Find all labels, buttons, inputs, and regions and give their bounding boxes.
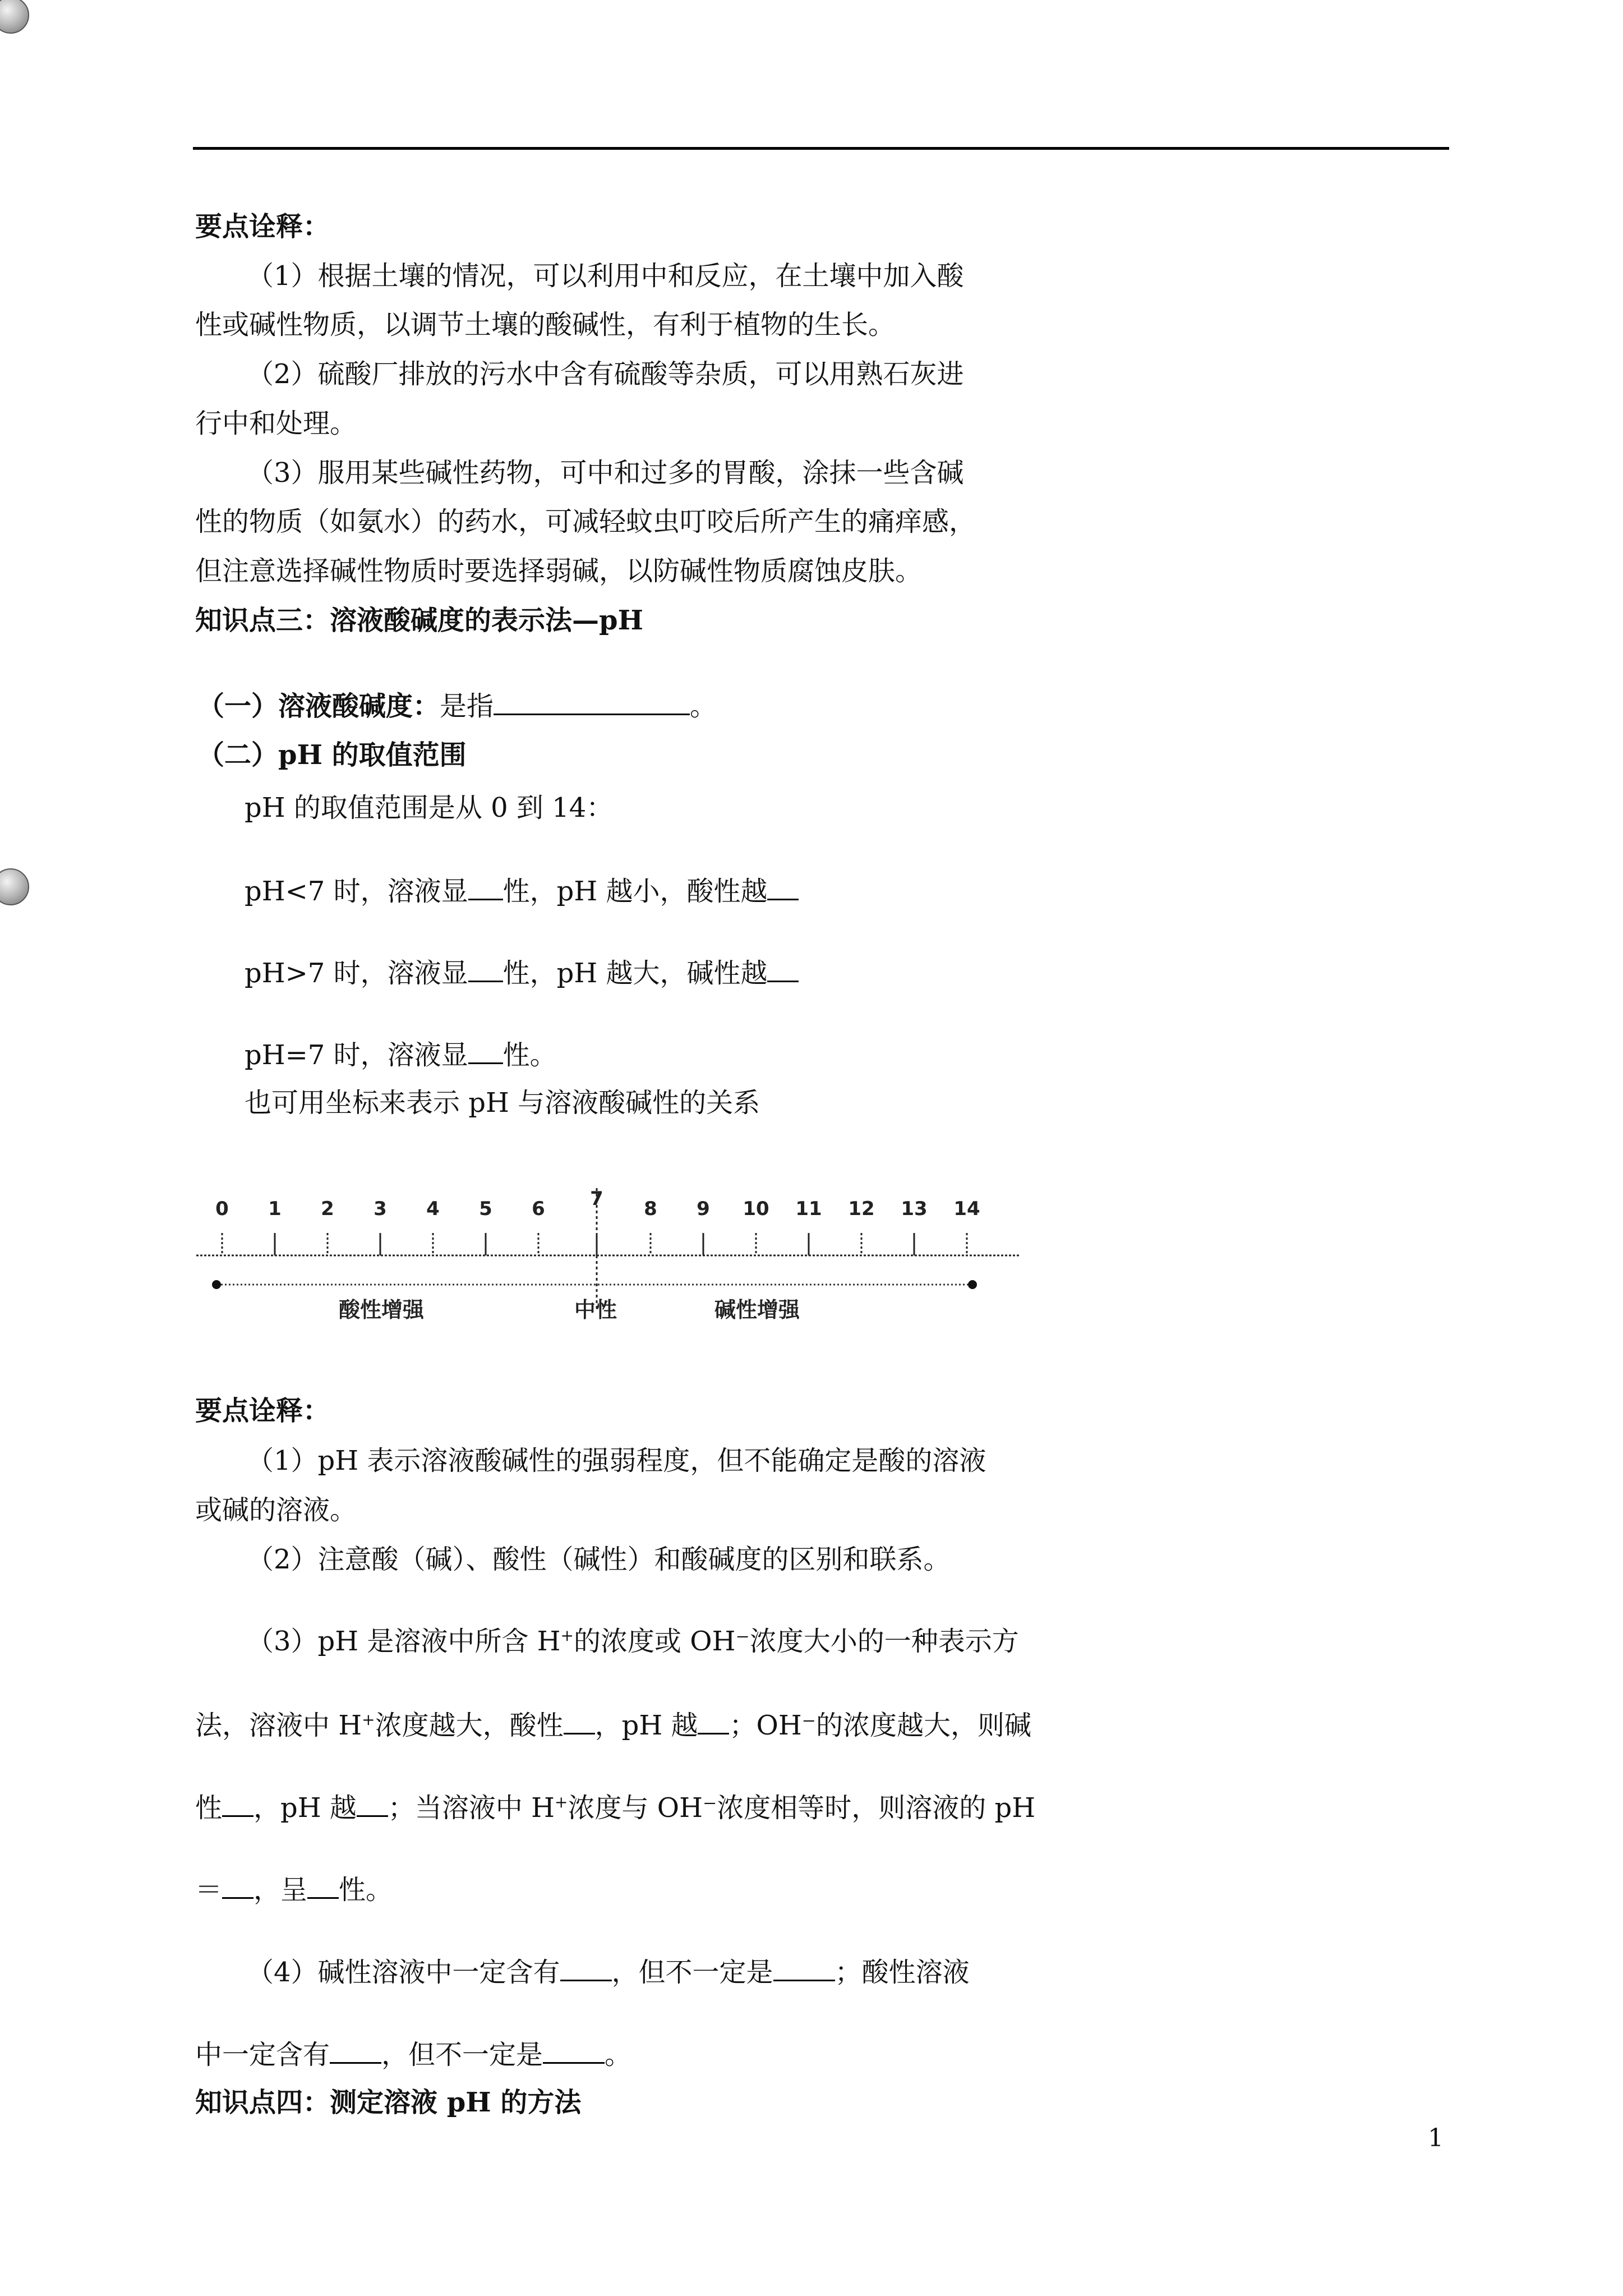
inline-text: ，pH 越 bbox=[594, 1710, 698, 1741]
inline-text: ，呈 bbox=[253, 1874, 308, 1906]
ph-explanation-line-2 bbox=[195, 1707, 1031, 1742]
ion-content-line-1 bbox=[247, 1954, 970, 1989]
fill-blank[interactable] bbox=[222, 1871, 253, 1899]
superscript-plus: + bbox=[555, 1793, 568, 1811]
header-rule bbox=[193, 147, 1449, 150]
inline-text: 法，溶液中 H bbox=[195, 1710, 362, 1741]
inline-text: ；当溶液中 H bbox=[388, 1792, 555, 1824]
inline-text: 性。 bbox=[502, 1039, 557, 1071]
inline-text: 。 bbox=[605, 2039, 632, 2070]
neutral-label: 中性 bbox=[574, 1297, 617, 1322]
inline-text: （3）pH 是溶液中所含 H bbox=[247, 1626, 561, 1657]
inline-text: 是指 bbox=[440, 691, 494, 722]
scale-tick-label: 11 bbox=[795, 1198, 822, 1220]
fill-blank[interactable] bbox=[468, 873, 503, 900]
knowledge-point-title: 知识点四：测定溶液 pH 的方法 bbox=[195, 2087, 582, 2118]
inline-text: 中一定含有 bbox=[195, 2039, 330, 2070]
paragraph-line: （2）硫酸厂排放的污水中含有硫酸等杂质，可以用熟石灰进 bbox=[247, 358, 964, 390]
section-heading: 要点诠释： bbox=[195, 1395, 330, 1427]
scale-tick-label: 9 bbox=[697, 1198, 710, 1220]
inline-text: 浓度越大，酸性 bbox=[375, 1710, 564, 1741]
fill-blank[interactable] bbox=[543, 2036, 605, 2064]
paragraph-line: 但注意选择碱性物质时要选择弱碱，以防碱性物质腐蚀皮肤。 bbox=[195, 555, 923, 587]
scale-tick-label: 1 bbox=[268, 1198, 282, 1220]
fill-blank[interactable] bbox=[222, 1789, 253, 1817]
inline-text: 性。 bbox=[339, 1874, 393, 1906]
ph-definition-line bbox=[197, 688, 717, 723]
fill-blank[interactable] bbox=[698, 1707, 729, 1734]
ph-greater-than-7-line bbox=[245, 955, 799, 990]
right-endpoint bbox=[968, 1280, 977, 1289]
scale-tick-label: 3 bbox=[374, 1198, 387, 1220]
fill-blank[interactable] bbox=[357, 1789, 388, 1817]
section-heading: 要点诠释： bbox=[195, 211, 330, 242]
scale-tick-label: 5 bbox=[479, 1198, 492, 1220]
base-label: 碱性增强 bbox=[714, 1297, 800, 1322]
paragraph-line: 行中和处理。 bbox=[195, 408, 357, 439]
superscript-plus: + bbox=[560, 1626, 574, 1645]
inline-text: 浓度与 OH⁻浓度相等时，则溶液的 pH bbox=[568, 1792, 1036, 1824]
ph-scale-diagram bbox=[196, 1177, 1026, 1334]
range-intro: pH 的取值范围是从 0 到 14： bbox=[245, 792, 614, 823]
fill-blank[interactable] bbox=[468, 955, 503, 982]
fill-blank[interactable] bbox=[307, 1871, 339, 1899]
paragraph-line: （2）注意酸（碱）、酸性（碱性）和酸碱度的区别和联系。 bbox=[247, 1544, 951, 1575]
ion-content-line-2 bbox=[195, 2036, 631, 2072]
scale-tick-label: 14 bbox=[953, 1198, 980, 1220]
paragraph-line: （1）根据土壤的情况，可以利用中和反应，在土壤中加入酸 bbox=[247, 260, 964, 292]
paragraph-line: 性或碱性物质，以调节土壤的酸碱性，有利于植物的生长。 bbox=[195, 309, 896, 341]
scale-tick-label: 0 bbox=[215, 1198, 229, 1220]
ph-less-than-7-line bbox=[245, 873, 799, 908]
fill-blank[interactable] bbox=[494, 688, 690, 715]
paragraph-line: 或碱的溶液。 bbox=[195, 1494, 357, 1526]
ph-equal-7-line bbox=[245, 1037, 557, 1072]
inline-text: 性 bbox=[195, 1792, 223, 1824]
fill-blank[interactable] bbox=[767, 955, 799, 982]
scale-tick-label: 13 bbox=[901, 1198, 928, 1220]
fill-blank[interactable] bbox=[564, 1707, 595, 1734]
knowledge-point-title: 知识点三：溶液酸碱度的表示法—pH bbox=[195, 605, 643, 636]
inline-text: 性，pH 越小，酸性越 bbox=[502, 876, 768, 907]
scale-tick-label: 10 bbox=[743, 1198, 769, 1220]
inline-text: 性，pH 越大，碱性越 bbox=[502, 958, 768, 989]
fill-blank[interactable] bbox=[468, 1037, 503, 1064]
scale-tick-label: 7 bbox=[590, 1188, 603, 1210]
fill-blank[interactable] bbox=[330, 2036, 381, 2064]
coordinate-intro: 也可用坐标来表示 pH 与溶液酸碱性的关系 bbox=[245, 1087, 760, 1119]
acid-label: 酸性增强 bbox=[338, 1297, 425, 1322]
subheading: （二）pH 的取值范围 bbox=[197, 739, 467, 771]
fill-blank[interactable] bbox=[560, 1954, 612, 1981]
left-endpoint bbox=[212, 1280, 221, 1289]
paragraph-line: 性的物质（如氨水）的药水，可减轻蚊虫叮咬后所产生的痛痒感， bbox=[195, 506, 976, 537]
inline-text: 的浓度或 OH⁻浓度大小的一种表示方 bbox=[573, 1626, 1019, 1657]
inline-text: ，pH 越 bbox=[253, 1792, 357, 1824]
inline-text: ；酸性溶液 bbox=[834, 1957, 970, 1988]
scale-tick-label: 8 bbox=[644, 1198, 657, 1220]
inline-text: 。 bbox=[690, 691, 717, 722]
inline-text: pH<7 时，溶液显 bbox=[245, 876, 468, 907]
page-number: 1 bbox=[1428, 2124, 1444, 2152]
scale-tick-label: 4 bbox=[426, 1198, 440, 1220]
inline-text: ，但不一定是 bbox=[381, 2039, 543, 2070]
binder-hole-middle bbox=[0, 868, 29, 905]
ph-explanation-line-3 bbox=[195, 1789, 1035, 1825]
scale-tick-label: 2 bbox=[321, 1198, 334, 1220]
inline-text: pH>7 时，溶液显 bbox=[245, 958, 468, 989]
paragraph-line: （1）pH 表示溶液酸碱性的强弱程度，但不能确定是酸的溶液 bbox=[247, 1445, 986, 1476]
scale-tick-label: 6 bbox=[532, 1198, 545, 1220]
inline-text: ，但不一定是 bbox=[611, 1957, 773, 1988]
inline-text: （4）碱性溶液中一定含有 bbox=[247, 1957, 560, 1988]
ph-explanation-line-4 bbox=[195, 1871, 393, 1907]
ph-explanation-line-1 bbox=[247, 1625, 1019, 1658]
fill-blank[interactable] bbox=[767, 873, 799, 900]
inline-text: ＝ bbox=[195, 1874, 223, 1906]
fill-blank[interactable] bbox=[773, 1954, 835, 1981]
scale-tick-label: 12 bbox=[848, 1198, 875, 1220]
inline-text: ；OH⁻的浓度越大，则碱 bbox=[729, 1710, 1032, 1741]
paragraph-line: （3）服用某些碱性药物，可中和过多的胃酸，涂抹一些含碱 bbox=[247, 457, 964, 489]
superscript-plus: + bbox=[362, 1710, 375, 1729]
inline-text: pH=7 时，溶液显 bbox=[245, 1039, 468, 1071]
subheading-label: （一）溶液酸碱度： bbox=[197, 691, 440, 722]
binder-hole-top bbox=[0, 0, 29, 34]
